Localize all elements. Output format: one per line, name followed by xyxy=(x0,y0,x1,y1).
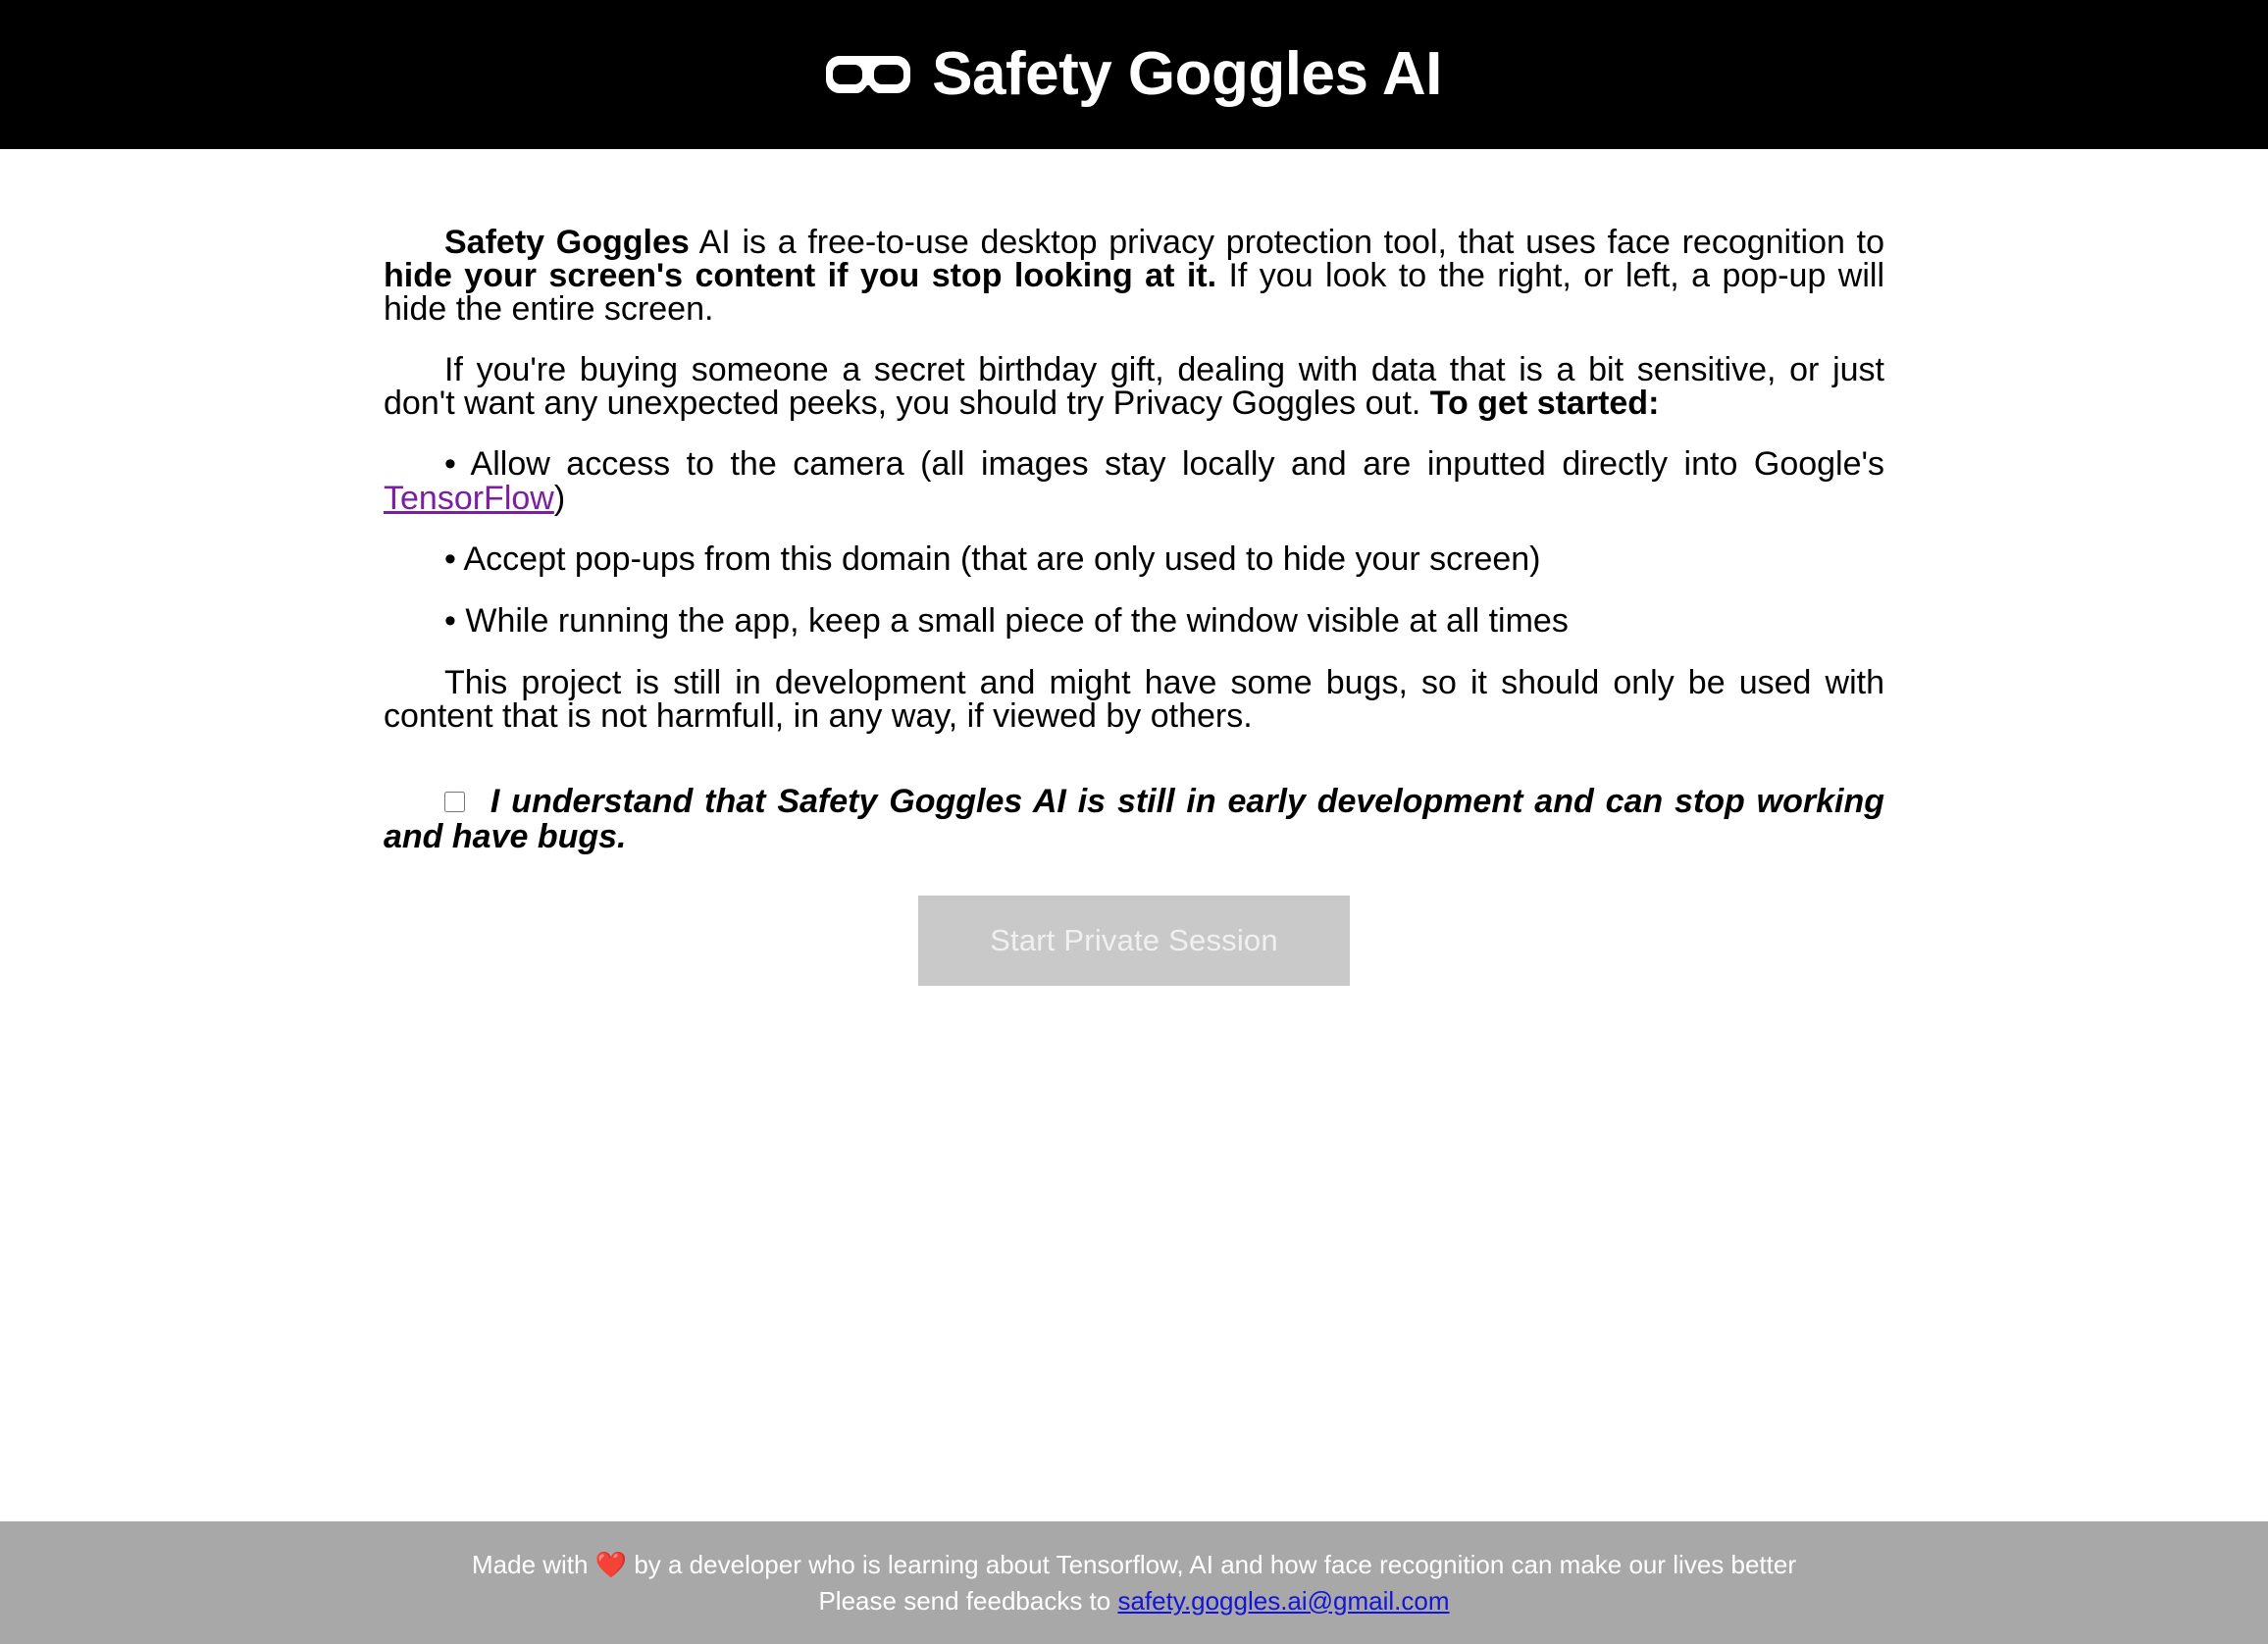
tensorflow-link[interactable]: TensorFlow xyxy=(384,479,554,517)
consent-label: I understand that Safety Goggles AI is still in early development and can stop working and have bugs. xyxy=(384,783,1885,855)
intro-lead-bold: Safety Goggles xyxy=(444,224,690,261)
consent-row xyxy=(384,785,1884,854)
intro-paragraph xyxy=(384,226,1884,326)
usecase-emphasis: To get started: xyxy=(1429,385,1660,422)
list-item xyxy=(384,542,1884,577)
bullet-dot: • xyxy=(444,445,456,483)
intro-part1: AI is a free-to-use desktop privacy protection tool, that uses face recognition to xyxy=(689,224,1884,261)
start-button-wrap xyxy=(384,896,1884,986)
footer-feedback-text: Please send feedbacks to xyxy=(818,1585,1118,1616)
bullet-text-1b: ) xyxy=(553,479,566,517)
footer-made-with: Made with xyxy=(471,1549,595,1579)
feedback-email-link[interactable]: safety.goggles.ai@gmail.com xyxy=(1117,1585,1450,1616)
footer-feedback-line xyxy=(818,1586,1449,1617)
page-footer xyxy=(0,1521,2268,1644)
usecase-paragraph xyxy=(384,353,1884,420)
footer-credit-line xyxy=(472,1550,1796,1580)
goggles-icon xyxy=(826,46,910,103)
intro-emphasis: hide your screen's content if you stop looking at it. xyxy=(384,257,1217,294)
bullet-text-3: While running the app, keep a small piece of the window visible at all times xyxy=(455,602,1569,641)
heart-icon: ❤️ xyxy=(594,1549,628,1579)
main-content xyxy=(0,149,2268,1522)
consent-checkbox[interactable] xyxy=(444,792,465,812)
bullet-dot: • xyxy=(444,540,456,579)
app-header xyxy=(0,0,2268,149)
bullet-text-2: Accept pop-ups from this domain (that are only used to hide your screen) xyxy=(455,540,1541,579)
bullet-dot: • xyxy=(444,602,456,641)
bullet-text-1a: Allow access to the camera (all images stay locally and are inputted directly into Google's xyxy=(455,445,1884,483)
disclaimer-paragraph: This project is still in development and might have some bugs, so it should only be used with content that is not harmfull, in any way, if viewed by others. xyxy=(384,663,1884,736)
usecase-text: If you're buying someone a secret birthday gift, dealing with data that is a bit sensitive, or just don't want any unexpected peeks, you should try Privacy Goggles out. xyxy=(384,351,1884,422)
list-item xyxy=(384,447,1884,515)
page-title: Safety Goggles AI xyxy=(932,40,1442,108)
footer-credit-text: by a developer who is learning about Tensorflow, AI and how face recognition can make our lives better xyxy=(627,1549,1796,1579)
intro-part2: If you look to the right, or left, a pop-up will hide the entire screen. xyxy=(384,257,1884,328)
start-private-session-button[interactable]: Start Private Session xyxy=(918,896,1350,986)
list-item xyxy=(384,604,1884,639)
